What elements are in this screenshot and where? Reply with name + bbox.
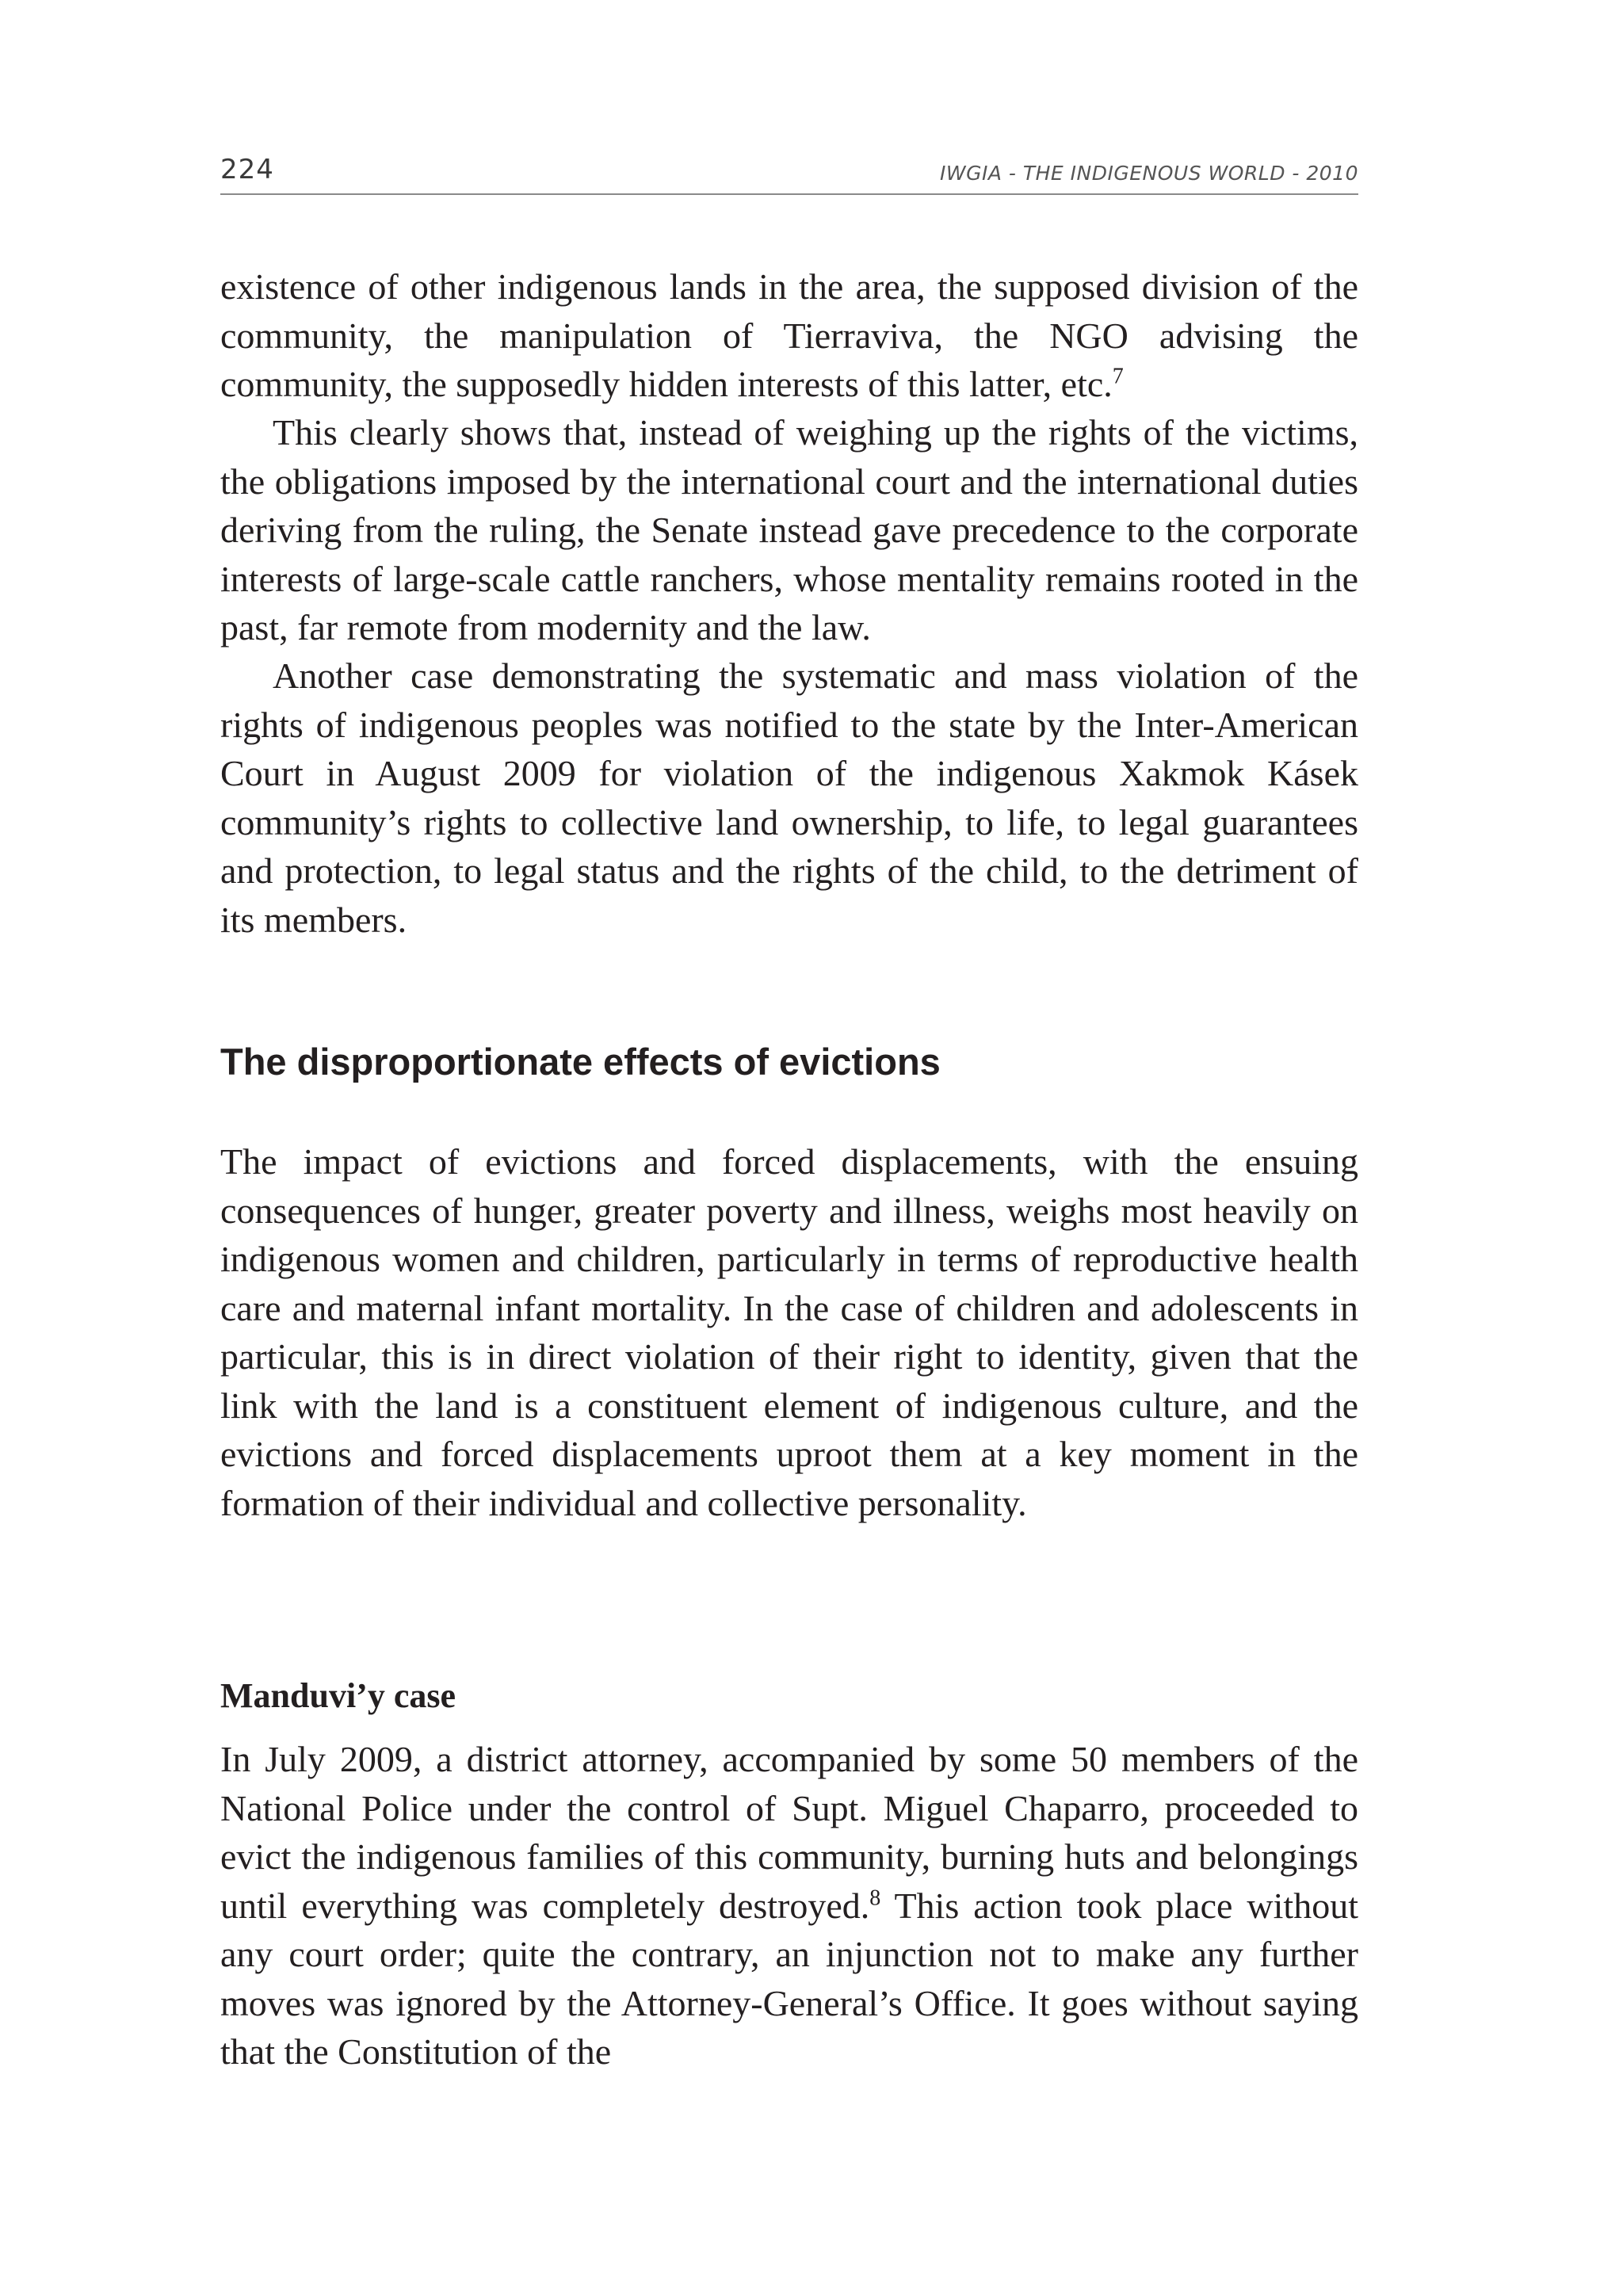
paragraph-1-text: existence of other indigenous lands in the area, the supposed division of the community, the manipulation of Tierraviva, the NGO advising the community, the supposedly hidden interests of this latter, etc.: [220, 266, 1358, 404]
paragraph-4: The impact of evictions and forced displacements, with the ensuing consequences of hunger, greater poverty and illness, weighs most heavily on indigenous women and children, particularly in terms of reproductive health care and maternal infant mortality. In the case of children and adolescents in particular, this is in direct violation of their right to identity, given that the link with the land is a constituent element of indigenous culture, and the evictions and forced displacements uproot them at a key moment in the formation of their individual and collective personality.: [220, 1141, 1358, 1523]
paragraph-5: [220, 1735, 1358, 2076]
subsection-heading: Manduvi’y case: [220, 1676, 456, 1715]
footnote-ref-8: 8: [869, 1885, 881, 1911]
page-number: 224: [220, 154, 274, 185]
paragraph-5-text-b: This action took place without any court order; quite the contrary, an injunction not to make any further moves was ignored by the Attorney-General’s Office. It goes without saying that the Constitution of the: [220, 1885, 1358, 2072]
journal-title: IWGIA - THE INDIGENOUS WORLD - 2010: [939, 162, 1358, 185]
paragraph-2: This clearly shows that, instead of weighing up the rights of the victims, the obligations imposed by the international court and the international duties deriving from the ruling, the Senate instead gave precedence to the corporate interests of large-scale cattle ranchers, whose mentality remains rooted in the past, far remote from modernity and the law.: [220, 412, 1358, 648]
paragraph-3: Another case demonstrating the systematic and mass violation of the rights of indigenous peoples was notified to the state by the Inter-American Court in August 2009 for violation of the indigenous Xakmok Kásek community’s rights to collective land ownership, to life, to legal guarantees and protection, to legal status and the rights of the child, to the detriment of its members.: [220, 655, 1358, 940]
section-heading: The disproportionate effects of evictions: [220, 1041, 941, 1083]
running-header: [220, 149, 1358, 195]
paragraph-5-text-a: In July 2009, a district attorney, accompanied by some 50 members of the National Police under the control of Supt. Miguel Chaparro, proceeded to evict the indigenous families of this community, burning huts and belongings until everything was completely destroyed.: [220, 1739, 1358, 1926]
paragraph-1: [220, 262, 1358, 409]
footnote-ref-7: 7: [1112, 364, 1124, 389]
